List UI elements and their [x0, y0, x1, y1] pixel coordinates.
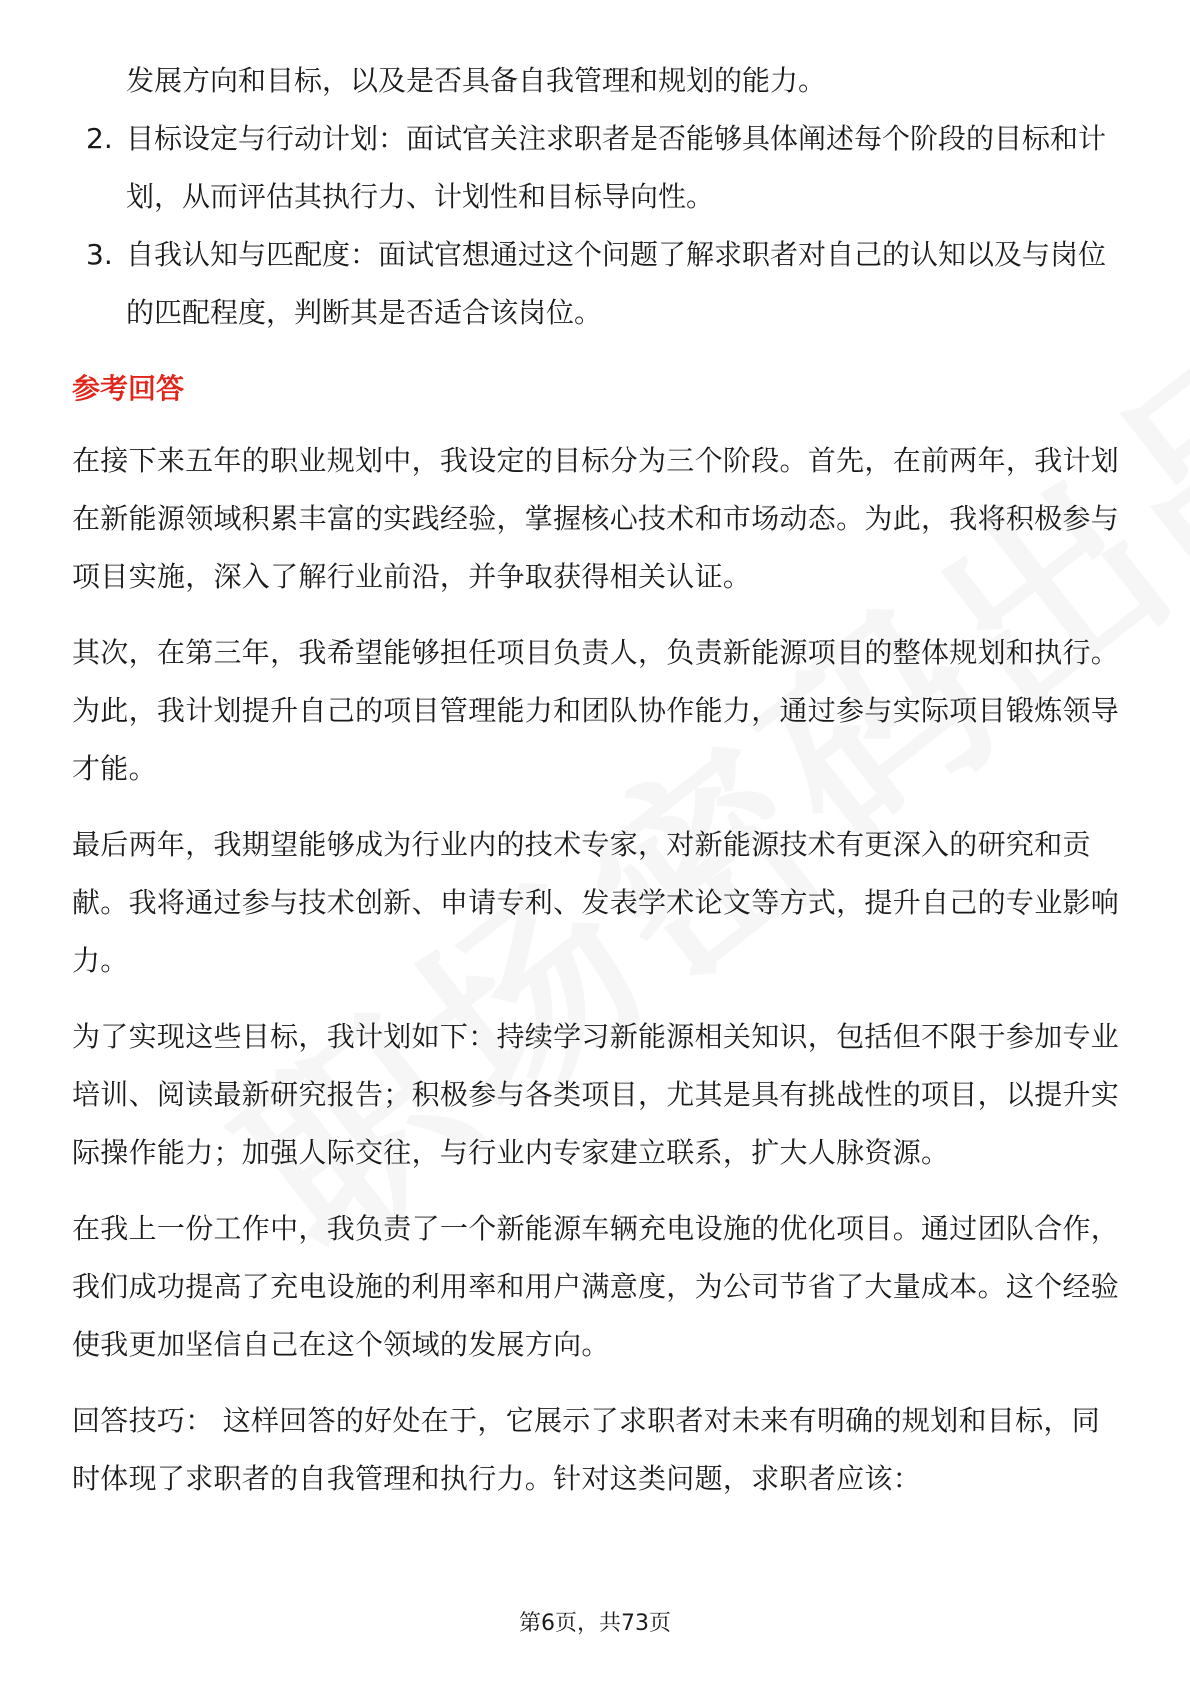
paragraph: 最后两年，我期望能够成为行业内的技术专家，对新能源技术有更深入的研究和贡献。我将通过参与技术创新、申请专利、发表学术论文等方式，提升自己的专业影响力。	[72, 828, 1120, 977]
list-item-text: 自我认知与匹配度：面试官想通过这个问题了解求职者对自己的认知以及与岗位的匹配程度，判断其是否适合该岗位。	[126, 238, 1107, 329]
paragraph: 在接下来五年的职业规划中，我设定的目标分为三个阶段。首先，在前两年，我计划在新能源领域积累丰富的实践经验，掌握核心技术和市场动态。为此，我将积极参与项目实施，深入了解行业前沿，并争取获得相关认证。	[72, 444, 1120, 593]
list-item	[72, 226, 1122, 342]
list-item-number: 3.	[86, 238, 113, 271]
section-heading: 参考回答	[72, 372, 185, 405]
paragraph: 回答技巧： 这样回答的好处在于，它展示了求职者对未来有明确的规划和目标，同时体现了求职者的自我管理和执行力。针对这类问题，求职者应该：	[72, 1404, 1101, 1495]
list-item-continuation: 发展方向和目标，以及是否具备自我管理和规划的能力。	[126, 64, 827, 97]
list-item-text: 目标设定与行动计划：面试官关注求职者是否能够具体阐述每个阶段的目标和计划，从而评估其执行力、计划性和目标导向性。	[126, 122, 1107, 213]
list-item	[72, 110, 1122, 226]
page-number-footer: 第6页，共73页	[519, 1611, 671, 1636]
page-content	[72, 52, 1122, 1526]
paragraph: 为了实现这些目标，我计划如下：持续学习新能源相关知识，包括但不限于参加专业培训、阅读最新研究报告；积极参与各类项目，尤其是具有挑战性的项目，以提升实际操作能力；加强人际交往，与行业内专家建立联系，扩大人脉资源。	[72, 1020, 1120, 1169]
paragraph: 其次，在第三年，我希望能够担任项目负责人，负责新能源项目的整体规划和执行。为此，我计划提升自己的项目管理能力和团队协作能力，通过参与实际项目锻炼领导才能。	[72, 636, 1120, 785]
paragraph: 在我上一份工作中，我负责了一个新能源车辆充电设施的优化项目。通过团队合作，我们成功提高了充电设施的利用率和用户满意度，为公司节省了大量成本。这个经验使我更加坚信自己在这个领域的发展方向。	[72, 1212, 1120, 1361]
list-item-number: 2.	[86, 122, 113, 155]
numbered-list	[72, 110, 1122, 342]
